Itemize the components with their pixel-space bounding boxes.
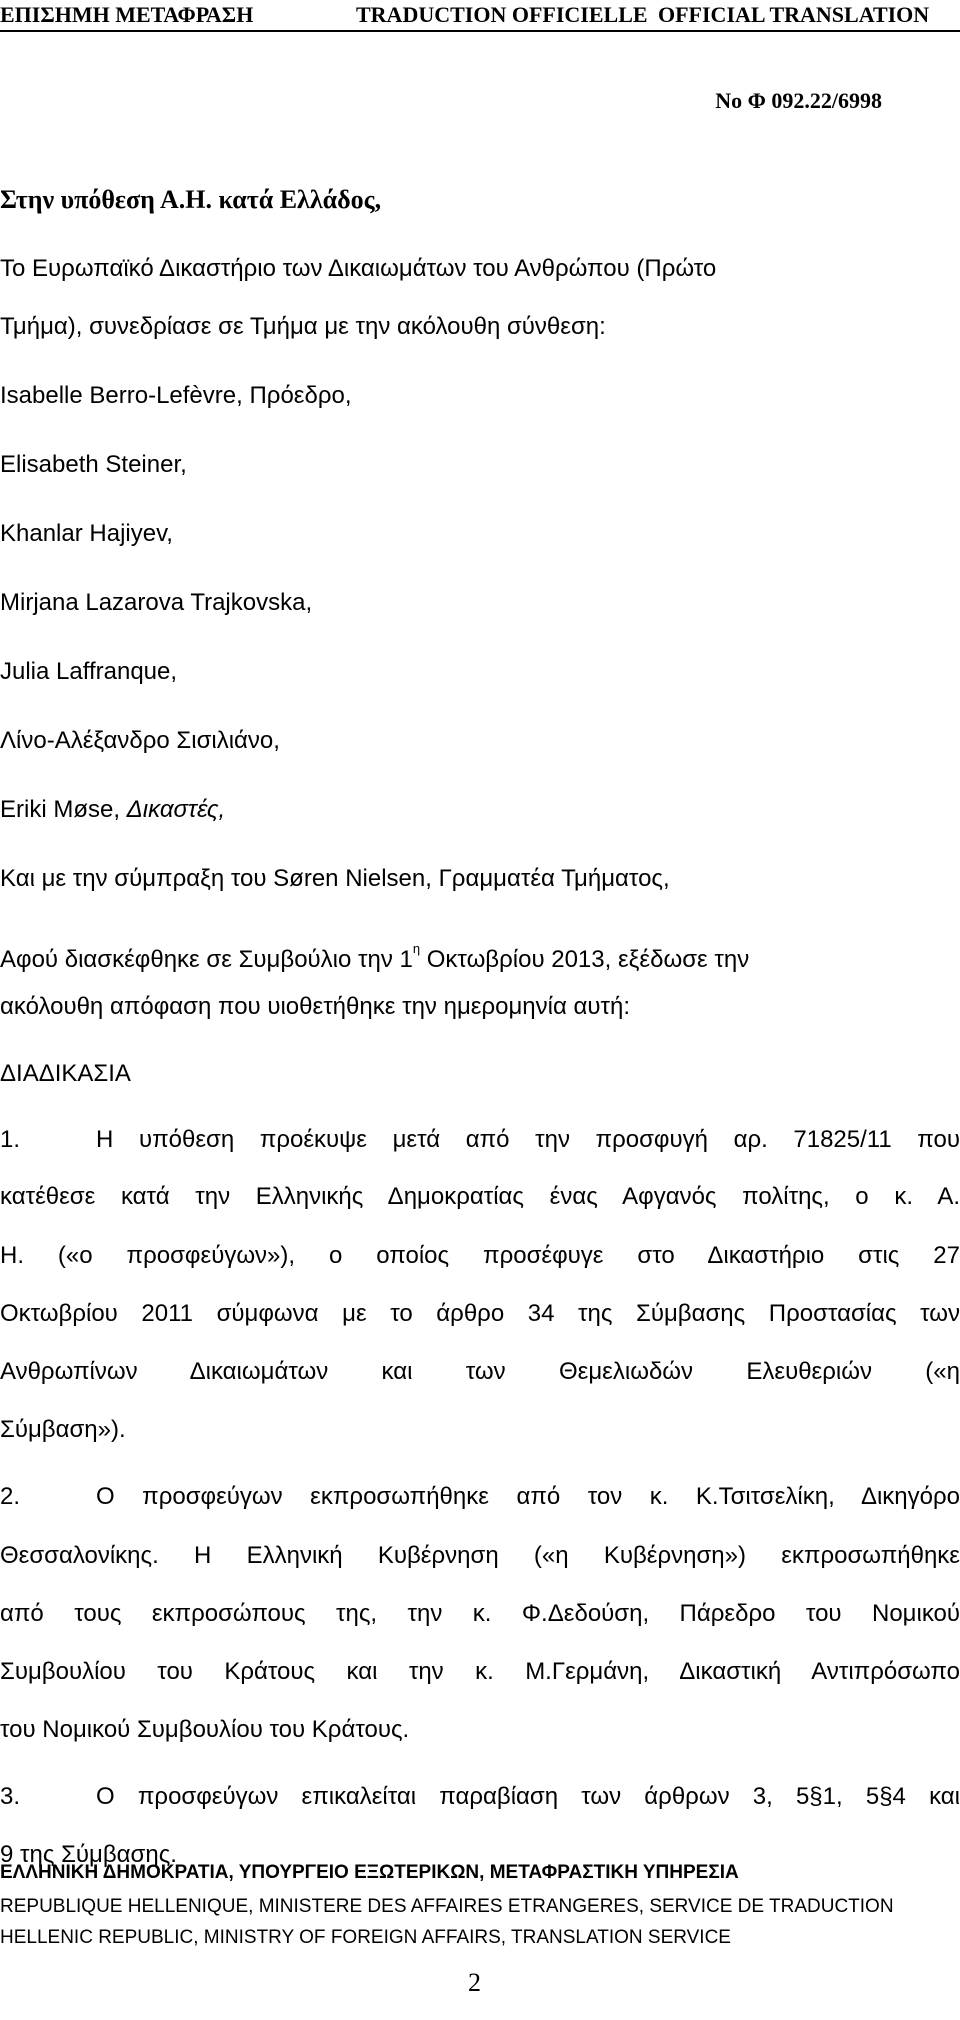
registrar-line: Και με την σύμπραξη του Søren Nielsen, Γραμματέα Τμήματος, — [0, 865, 670, 892]
deliberation-line: ακόλουθη απόφαση που υιοθετήθηκε την ημερομηνία αυτή: — [0, 993, 631, 1020]
judge-line: Λίνο-Αλέξανδρο Σισιλιάνο, — [0, 727, 280, 754]
paragraph-number: 1. — [0, 1126, 21, 1153]
paragraph-line: κατέθεσε κατά την Ελληνικής Δημοκρατίας ένας Αφγανός πολίτης, ο κ. Α. — [0, 1183, 960, 1210]
header-french: TRADUCTION OFFICIELLE — [356, 2, 648, 27]
ordinal-suffix: η — [412, 941, 421, 956]
footer-greek: ΕΛΛΗΝΙΚΗ ΔΗΜΟΚΡΑΤΙΑ, ΥΠΟΥΡΓΕΙΟ ΕΞΩΤΕΡΙΚΩΝ, ΜΕΤΑΦΡΑΣΤΙΚΗ ΥΠΗΡΕΣΙΑ — [0, 1862, 739, 1883]
deliberation-line — [0, 934, 749, 975]
paragraph-line: Η υπόθεση προέκυψε μετά από την προσφυγή αρ. 71825/11 που — [96, 1126, 960, 1153]
page-number: 2 — [468, 1968, 481, 1997]
paragraph-line: από τους εκπροσώπους της, την κ. Φ.Δεδούση, Πάρεδρο του Νομικού — [0, 1600, 960, 1627]
section-heading: ΔΙΑΔΙΚΑΣΙΑ — [0, 1060, 131, 1087]
deliberation-text: Αφού διασκέφθηκε σε Συμβούλιο την 1 — [0, 946, 413, 973]
footer-french: REPUBLIQUE HELLENIQUE, MINISTERE DES AFFAIRES ETRANGERES, SERVICE DE TRADUCTION — [0, 1896, 894, 1917]
judges-role: Δικαστές, — [126, 796, 226, 823]
paragraph-line: Οκτωβρίου 2011 σύμφωνα με το άρθρο 34 της Σύμβασης Προστασίας των — [0, 1300, 960, 1327]
judge-name: Eriki Møse, — [0, 796, 127, 823]
paragraph-line: Σύμβαση»). — [0, 1416, 126, 1443]
judge-line: Khanlar Hajiyev, — [0, 520, 173, 547]
deliberation-text: Οκτωβρίου 2013, εξέδωσε την — [420, 946, 750, 973]
case-title: Στην υπόθεση Α.Η. κατά Ελλάδος, — [0, 185, 382, 214]
judge-line: Elisabeth Steiner, — [0, 451, 187, 478]
paragraph-line: Ο προσφεύγων εκπροσωπήθηκε από τον κ. Κ.Τσιτσελίκη, Δικηγόρο — [96, 1483, 960, 1510]
paragraph-line: Η. («ο προσφεύγων»), ο οποίος προσέφυγε στο Δικαστήριο στις 27 — [0, 1242, 960, 1269]
footer-english: HELLENIC REPUBLIC, MINISTRY OF FOREIGN AFFAIRS, TRANSLATION SERVICE — [0, 1927, 731, 1948]
paragraph-line: 9 της Σύμβασης. — [0, 1841, 177, 1868]
judge-line: Isabelle Berro-Lefèvre, Πρόεδρο, — [0, 382, 352, 409]
document-number: Νο Φ 092.22/6998 — [715, 88, 882, 113]
header-divider — [0, 30, 960, 32]
judge-line: Mirjana Lazarova Trajkovska, — [0, 589, 313, 616]
translation-header — [0, 0, 960, 30]
paragraph-line: Θεσσαλονίκης. Η Ελληνική Κυβέρνηση («η Κυβέρνηση») εκπροσωπήθηκε — [0, 1542, 960, 1569]
paragraph-line: Συμβουλίου του Κράτους και την κ. Μ.Γερμάνη, Δικαστική Αντιπρόσωπο — [0, 1658, 960, 1685]
paragraph-line: του Νομικού Συμβουλίου του Κράτους. — [0, 1716, 410, 1743]
court-line: Το Ευρωπαϊκό Δικαστήριο των Δικαιωμάτων του Ανθρώπου (Πρώτο — [0, 255, 717, 282]
paragraph-line: Ο προσφεύγων επικαλείται παραβίαση των άρθρων 3, 5§1, 5§4 και — [96, 1783, 960, 1810]
judge-line — [0, 795, 225, 825]
paragraph-number: 2. — [0, 1483, 21, 1510]
paragraph-number: 3. — [0, 1783, 21, 1810]
court-line: Τμήμα), συνεδρίασε σε Τμήμα με την ακόλουθη σύνθεση: — [0, 313, 606, 340]
judge-line: Julia Laffranque, — [0, 658, 178, 685]
header-english: OFFICIAL TRANSLATION — [658, 2, 930, 27]
header-greek: ΕΠΙΣΗΜΗ ΜΕΤΑΦΡΑΣΗ — [0, 2, 254, 27]
paragraph-line: Ανθρωπίνων Δικαιωμάτων και των Θεμελιωδών Ελευθεριών («η — [0, 1358, 960, 1385]
